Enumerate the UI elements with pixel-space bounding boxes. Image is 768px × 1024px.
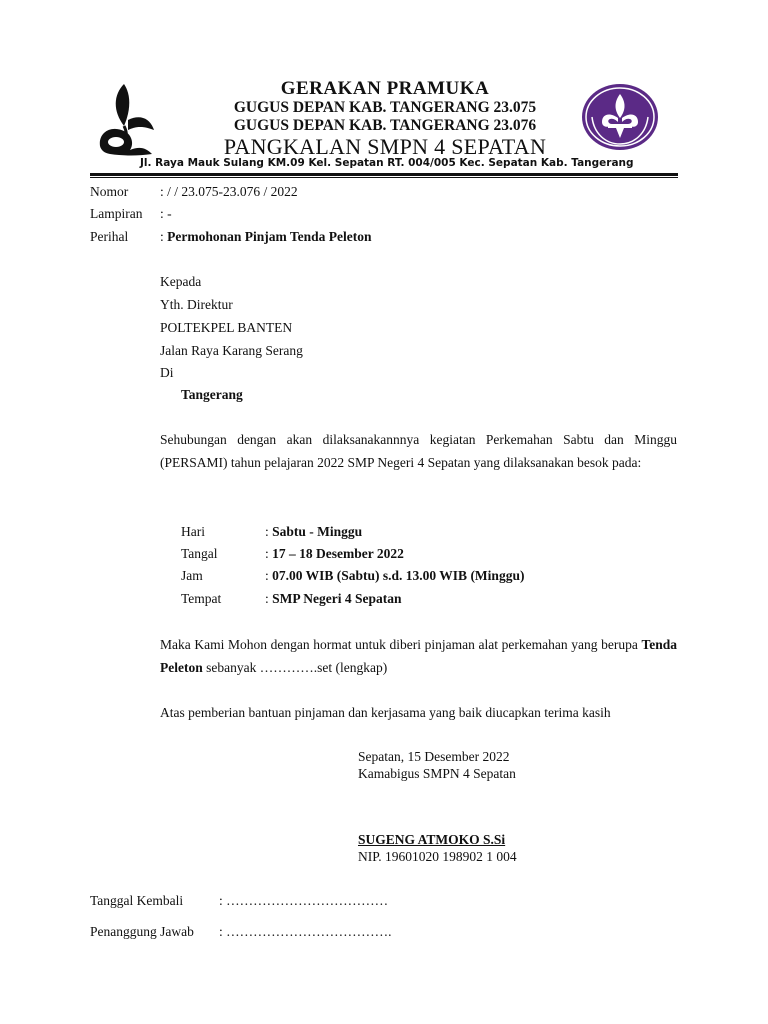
- request-item: Tenda Peleton: [160, 637, 677, 675]
- detail-value-tempat: : SMP Negeri 4 Sepatan: [265, 591, 402, 606]
- recipient-di: Di: [160, 365, 174, 380]
- place-date: Sepatan, 15 Desember 2022: [358, 749, 510, 764]
- hari-value: Sabtu - Minggu: [272, 524, 363, 539]
- signatory-title: Kamabigus SMPN 4 Sepatan: [358, 766, 516, 781]
- penanggung-jawab-field: : ……………………………….: [219, 924, 392, 939]
- detail-label-tanggal: Tangal: [181, 546, 218, 561]
- intro-paragraph: Sehubungan dengan akan dilaksanakannnya kegiatan Perkemahan Sabtu dan Minggu (PERSAMI) tahun pelajaran 2022 SMP Negeri 4 Sepatan yang dilaksanakan besok pada:: [160, 432, 677, 470]
- recipient-street: Jalan Raya Karang Serang: [160, 343, 303, 358]
- tanggal-value: 17 – 18 Desember 2022: [272, 546, 404, 561]
- lampiran-label: Lampiran: [90, 206, 143, 221]
- org-name: GERAKAN PRAMUKA: [280, 78, 490, 99]
- recipient-city: Tangerang: [181, 387, 243, 402]
- detail-value-hari: : Sabtu - Minggu: [265, 524, 363, 539]
- signatory-name: SUGENG ATMOKO S.Si: [358, 832, 506, 847]
- request-text-post: sebanyak ………….set (lengkap): [202, 659, 388, 675]
- detail-label-jam: Jam: [181, 568, 203, 583]
- gugus-depan-1: GUGUS DEPAN KAB. TANGERANG 23.075: [233, 99, 537, 116]
- detail-label-hari: Hari: [181, 524, 205, 539]
- header-divider-thick: [90, 173, 678, 176]
- recipient-title: Yth. Direktur: [160, 297, 233, 312]
- signatory-nip: NIP. 19601020 198902 1 004: [358, 849, 517, 864]
- request-text-pre: Maka Kami Mohon dengan hormat untuk diberi pinjaman alat perkemahan yang berupa: [160, 637, 642, 652]
- header-divider-thin: [90, 177, 678, 178]
- nomor-label: Nomor: [90, 184, 129, 199]
- lampiran-value: : -: [160, 206, 172, 221]
- gugus-depan-2: GUGUS DEPAN KAB. TANGERANG 23.076: [233, 117, 537, 134]
- recipient-kepada: Kepada: [160, 274, 202, 289]
- school-address: Jl. Raya Mauk Sulang KM.09 Kel. Sepatan RT. 004/005 Kec. Sepatan Kab. Tangerang: [140, 157, 634, 169]
- tempat-value: SMP Negeri 4 Sepatan: [272, 591, 402, 606]
- perihal-value: [160, 229, 372, 245]
- perihal-label: Perihal: [90, 229, 129, 244]
- tunas-kelapa-logo: [94, 80, 156, 160]
- detail-value-tanggal: : 17 – 18 Desember 2022: [265, 546, 404, 561]
- tanggal-kembali-label: Tanggal Kembali: [90, 893, 184, 908]
- request-paragraph: [160, 634, 677, 679]
- recipient-institution: POLTEKPEL BANTEN: [160, 320, 293, 335]
- nomor-value: : / / 23.075-23.076 / 2022: [160, 184, 298, 199]
- detail-label-tempat: Tempat: [181, 591, 222, 606]
- world-scout-emblem-icon: [580, 82, 660, 152]
- penanggung-jawab-label: Penanggung Jawab: [90, 924, 194, 939]
- closing-sentence: Atas pemberian bantuan pinjaman dan kerjasama yang baik diucapkan terima kasih: [160, 705, 611, 720]
- detail-value-jam: : 07.00 WIB (Sabtu) s.d. 13.00 WIB (Minggu): [265, 568, 525, 583]
- pangkalan-name: PANGKALAN SMPN 4 SEPATAN: [223, 134, 547, 159]
- jam-value: 07.00 WIB (Sabtu) s.d. 13.00 WIB (Minggu): [272, 568, 525, 583]
- tanggal-kembali-field: : ………………………………: [219, 893, 389, 908]
- perihal-colon: :: [160, 229, 168, 244]
- perihal-subject: Permohonan Pinjam Tenda Peleton: [167, 229, 372, 244]
